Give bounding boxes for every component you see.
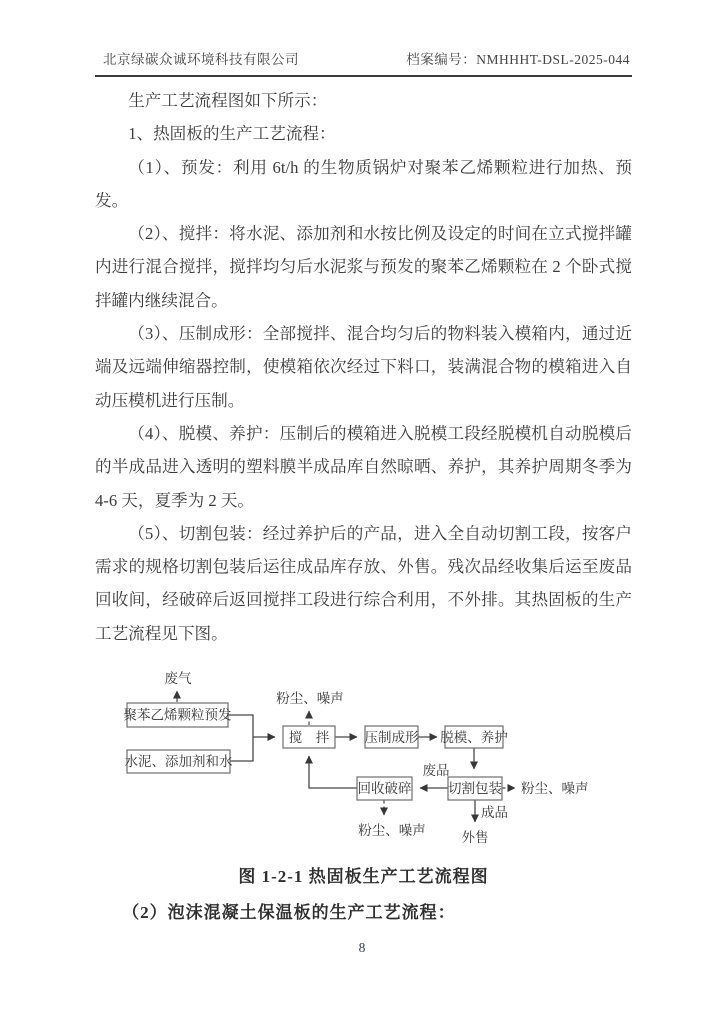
flow-box-label: 搅 拌	[288, 730, 330, 745]
flow-box-label: 切割包装	[448, 781, 502, 796]
flow-box-label: 脱模、养护	[440, 730, 508, 745]
flow-box-label: 聚苯乙烯颗粒预发	[123, 707, 232, 723]
document-header	[95, 48, 632, 77]
flow-box-label: 回收破碎	[357, 781, 412, 796]
flow-box-demolding-curing	[440, 726, 508, 748]
process-flowchart	[100, 650, 645, 855]
finished-product-label: 成品	[481, 805, 508, 820]
paragraph: （4）、脱模、养护：压制后的模箱进入脱模工段经脱模机自动脱模后的半成品进入透明的塑料膜半成品库自然晾晒、养护，其养护周期冬季为 4-6 天，夏季为 2 天。	[95, 423, 632, 510]
flow-box-mixing	[283, 726, 335, 748]
paragraph: （2）、搅拌：将水泥、添加剂和水按比例及设定的时间在立式搅拌罐内进行混合搅拌，搅拌均匀后水泥浆与预发的聚苯乙烯颗粒在 2 个卧式搅拌罐内继续混合。	[95, 224, 632, 310]
archive-number: 档案编号：NMHHHT-DSL-2025-044	[406, 52, 630, 67]
flow-box-label: 压制成形	[364, 730, 419, 745]
paragraph: 1、热固板的生产工艺流程：	[128, 124, 336, 144]
flow-box-label: 水泥、添加剂和水	[124, 754, 233, 769]
dust-noise-label-top: 粉尘、噪声	[276, 691, 344, 706]
dust-noise-label-right: 粉尘、噪声	[521, 781, 589, 796]
flow-box-cement-additive-water	[125, 750, 233, 773]
flow-box-pre-expansion	[124, 703, 232, 727]
next-section-heading: （2）泡沫混凝土保温板的生产工艺流程：	[122, 903, 456, 922]
paragraph: （1）、预发：利用 6t/h 的生物质锅炉对聚苯乙烯颗粒进行加热、预发。	[95, 157, 632, 210]
company-name: 北京绿碳众诚环境科技有限公司	[103, 52, 299, 67]
page-number: 8	[358, 940, 366, 955]
waste-gas-label: 废气	[164, 671, 192, 686]
flow-box-press-forming	[365, 726, 419, 748]
flow-box-recycle-crushing	[357, 777, 412, 800]
paragraph: （5）、切割包装：经过养护后的产品，进入全自动切割工段，按客户需求的规格切割包装后运往成品库存放、外售。残次品经收集后运至废品回收间，经破碎后返回搅拌工段进行综合利用，不外排。其热固板的生产工艺流程见下图。	[95, 523, 632, 643]
waste-product-label: 废品	[422, 763, 450, 778]
figure-caption: 图 1-2-1 热固板生产工艺流程图	[238, 867, 489, 886]
flow-box-cutting-packing	[448, 777, 502, 800]
body-text	[95, 84, 632, 650]
external-sale-label: 外售	[461, 830, 489, 845]
dust-noise-label-bottom: 粉尘、噪声	[358, 823, 426, 838]
paragraph: 生产工艺流程图如下所示：	[128, 91, 328, 110]
paragraph: （3）、压制成形：全部搅拌、混合均匀后的物料装入模箱内，通过近端及远端伸缩器控制，使模箱依次经过下料口，装满混合物的模箱进入自动压模机进行压制。	[95, 324, 632, 410]
